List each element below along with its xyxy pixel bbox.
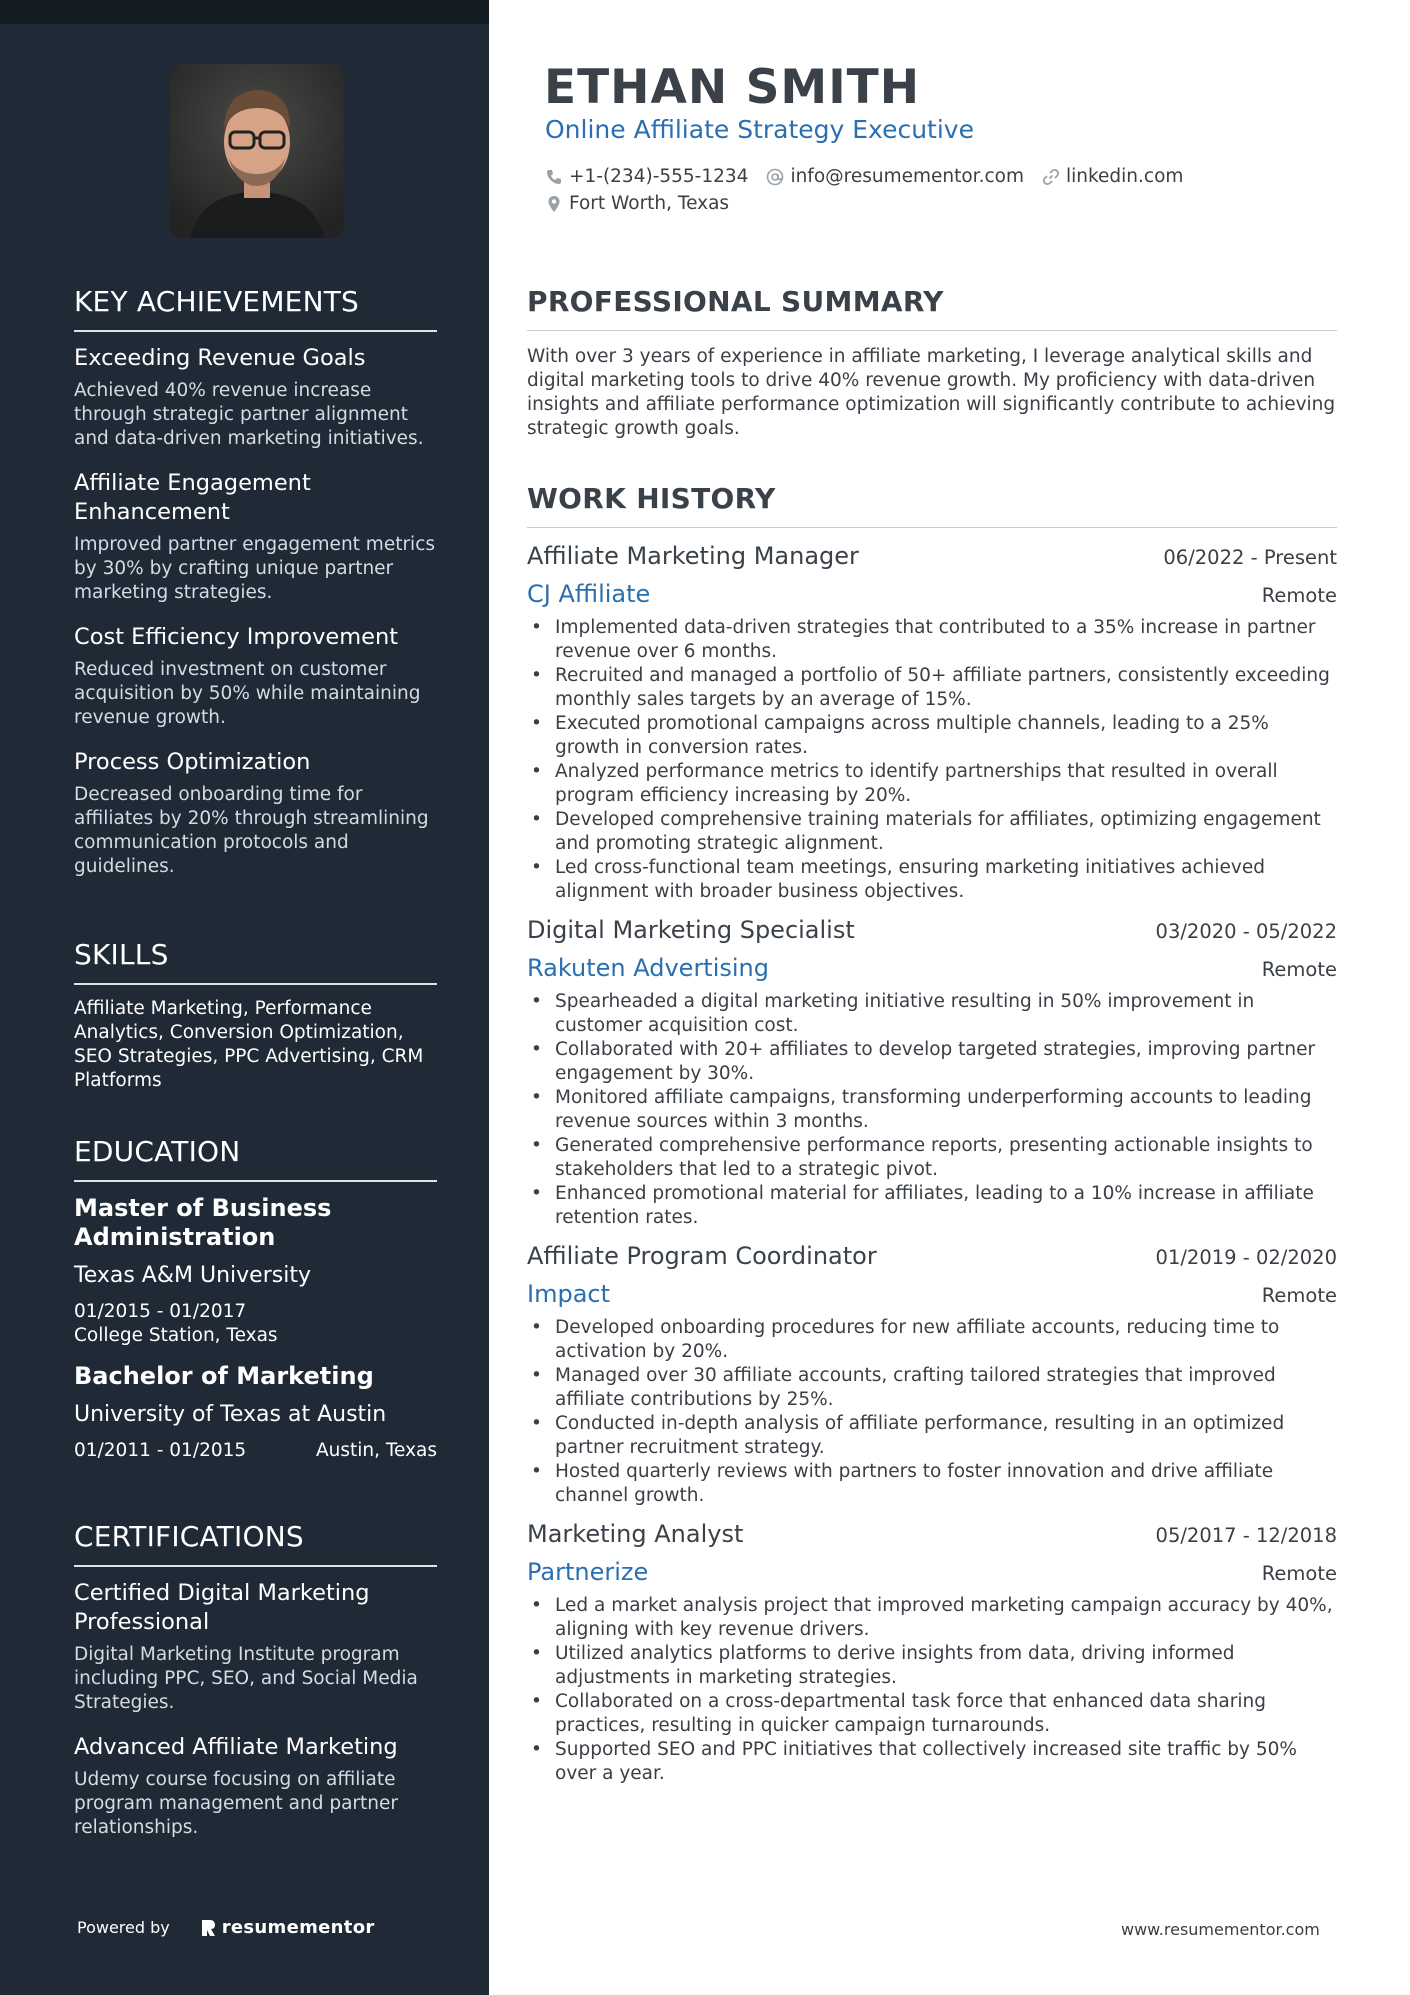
skills-section (74, 938, 437, 1093)
achievement-description: Reduced investment on customer acquisition by 50% while maintaining revenue growth. (74, 659, 421, 728)
contact-info (545, 163, 1183, 217)
achievement-title: Exceeding Revenue Goals (74, 345, 366, 371)
list-item: • Developed onboarding procedures for new affiliate accounts, reducing time to activation by 20%. (527, 1316, 1337, 1364)
achievement-description: Decreased onboarding time for affiliates by 20% through streamlining communication protocols and guidelines. (74, 784, 429, 877)
job-location: Remote (1261, 584, 1337, 607)
linkedin-link: linkedin.com (1065, 166, 1184, 187)
brand-name: resumementor (221, 1917, 375, 1938)
section-heading: KEY ACHIEVEMENTS (74, 285, 437, 332)
list-item: • Led a market analysis project that improved marketing campaign accuracy by 40%, aligning with key revenue drivers. (527, 1594, 1337, 1642)
achievement-item (74, 344, 437, 451)
job-entry (527, 1242, 1337, 1508)
education-section (74, 1135, 437, 1481)
achievement-item (74, 623, 437, 730)
candidate-name: ETHAN SMITH (544, 60, 921, 115)
email-address: info@resumementor.com (790, 166, 1024, 187)
job-dates: 06/2022 - Present (1163, 546, 1337, 569)
education-dates: 01/2015 - 01/2017 (74, 1301, 247, 1322)
job-header (527, 1520, 1337, 1558)
certifications-section (74, 1520, 437, 1858)
list-item: • Executed promotional campaigns across multiple channels, leading to a 25% growth in conversion rates. (527, 712, 1337, 760)
job-dates: 05/2017 - 12/2018 (1155, 1524, 1337, 1547)
job-subheader (527, 954, 1337, 990)
job-header (527, 1242, 1337, 1280)
job-entry (527, 916, 1337, 1230)
job-header (527, 542, 1337, 580)
powered-by-label: Powered by (77, 1918, 170, 1937)
job-location: Remote (1261, 1562, 1337, 1585)
summary-text: With over 3 years of experience in affiliate marketing, I leverage analytical skills and digital marketing tools to drive 40% revenue growth. My proficiency with data-driven insights and affiliate performance optimization will significantly contribute to achieving strategic growth goals. (527, 346, 1336, 439)
education-degree: Master of Business Administration (74, 1194, 332, 1251)
job-location: Remote (1261, 958, 1337, 981)
job-bullets (527, 1594, 1337, 1786)
education-degree: Bachelor of Marketing (74, 1362, 374, 1390)
education-location: College Station, Texas (74, 1325, 278, 1346)
achievement-description: Improved partner engagement metrics by 30% by crafting unique partner marketing strategies. (74, 534, 436, 603)
list-item: • Developed comprehensive training materials for affiliates, optimizing engagement and promoting strategic alignment. (527, 808, 1337, 856)
skills-list: Affiliate Marketing, Performance Analytics, Conversion Optimization, SEO Strategies, PPC Advertising, CRM Platforms (74, 998, 424, 1091)
job-company: Partnerize (527, 1558, 649, 1586)
link-icon (1042, 168, 1060, 186)
job-dates: 03/2020 - 05/2022 (1155, 920, 1337, 943)
list-item: • Recruited and managed a portfolio of 50+ affiliate partners, consistently exceeding monthly sales targets by an average of 15%. (527, 664, 1337, 712)
job-bullets (527, 990, 1337, 1230)
sidebar-top-band (0, 0, 489, 24)
list-item: • Enhanced promotional material for affiliates, leading to a 10% increase in affiliate retention rates. (527, 1182, 1337, 1230)
footer-website-link[interactable]: www.resumementor.com (1121, 1920, 1320, 1939)
achievement-description: Achieved 40% revenue increase through strategic partner alignment and data-driven marketing initiatives. (74, 380, 424, 449)
contact-row (545, 163, 1183, 190)
certification-description: Digital Marketing Institute program including PPC, SEO, and Social Media Strategies. (74, 1644, 418, 1713)
job-company: CJ Affiliate (527, 580, 651, 608)
work-history-section (527, 482, 1337, 1798)
education-meta-row (74, 1439, 437, 1463)
section-heading: EDUCATION (74, 1135, 437, 1182)
list-item: • Collaborated with 20+ affiliates to develop targeted strategies, improving partner engagement by 30%. (527, 1038, 1337, 1086)
list-item: • Generated comprehensive performance reports, presenting actionable insights to stakeholders that led to a strategic pivot. (527, 1134, 1337, 1182)
section-heading: WORK HISTORY (527, 482, 1337, 528)
professional-summary-section (527, 285, 1337, 441)
contact-email[interactable] (766, 166, 1024, 187)
list-item: • Conducted in-depth analysis of affiliate performance, resulting in an optimized partner recruitment strategy. (527, 1412, 1337, 1460)
powered-by (77, 1917, 375, 1938)
contact-row (545, 190, 1183, 217)
job-company: Impact (527, 1280, 611, 1308)
section-heading: SKILLS (74, 938, 437, 985)
brand-logo[interactable] (200, 1917, 375, 1938)
achievement-title: Process Optimization (74, 749, 311, 775)
job-subheader (527, 1280, 1337, 1316)
phone-icon (545, 168, 563, 186)
list-item: • Supported SEO and PPC initiatives that collectively increased site traffic by 50% over a year. (527, 1738, 1337, 1786)
at-sign-icon (766, 168, 784, 186)
section-heading: CERTIFICATIONS (74, 1520, 437, 1567)
section-heading: PROFESSIONAL SUMMARY (527, 285, 1337, 331)
list-item: • Monitored affiliate campaigns, transforming underperforming accounts to leading revenue sources within 3 months. (527, 1086, 1337, 1134)
education-school: University of Texas at Austin (74, 1402, 387, 1427)
list-item: • Managed over 30 affiliate accounts, crafting tailored strategies that improved affiliate contributions by 25%. (527, 1364, 1337, 1412)
job-role: Marketing Analyst (527, 1520, 744, 1548)
list-item: • Utilized analytics platforms to derive insights from data, driving informed adjustments in marketing strategies. (527, 1642, 1337, 1690)
list-item: • Spearheaded a digital marketing initiative resulting in 50% improvement in customer acquisition cost. (527, 990, 1337, 1038)
certification-description: Udemy course focusing on affiliate program management and partner relationships. (74, 1769, 398, 1838)
contact-location (545, 193, 729, 214)
list-item: • Collaborated on a cross-departmental task force that enhanced data sharing practices, resulting in quicker campaign turnarounds. (527, 1690, 1337, 1738)
job-role: Affiliate Program Coordinator (527, 1242, 877, 1270)
certification-title: Advanced Affiliate Marketing (74, 1734, 398, 1760)
achievement-title: Affiliate Engagement Enhancement (74, 470, 311, 525)
education-school: Texas A&M University (74, 1263, 311, 1288)
job-subheader (527, 1558, 1337, 1594)
education-item (74, 1194, 437, 1348)
phone-number: +1-(234)-555-1234 (569, 166, 749, 187)
education-item (74, 1362, 437, 1463)
education-dates: 01/2011 - 01/2015 (74, 1440, 247, 1461)
job-entry (527, 1520, 1337, 1786)
job-role: Affiliate Marketing Manager (527, 542, 859, 570)
job-entry (527, 542, 1337, 904)
job-role: Digital Marketing Specialist (527, 916, 855, 944)
contact-linkedin[interactable] (1042, 166, 1183, 187)
brand-mark-icon (200, 1918, 216, 1938)
profile-photo-illustration (170, 64, 344, 238)
job-location: Remote (1261, 1284, 1337, 1307)
achievement-item (74, 748, 437, 879)
key-achievements-section (74, 285, 437, 897)
location-text: Fort Worth, Texas (569, 193, 730, 214)
job-bullets (527, 1316, 1337, 1508)
candidate-title: Online Affiliate Strategy Executive (545, 115, 974, 144)
job-company: Rakuten Advertising (527, 954, 770, 982)
education-location: Austin, Texas (315, 1440, 437, 1461)
contact-phone[interactable] (545, 166, 748, 187)
list-item: • Implemented data-driven strategies that contributed to a 35% increase in partner revenue over 6 months. (527, 616, 1337, 664)
certification-title: Certified Digital Marketing Professional (74, 1580, 370, 1635)
job-subheader (527, 580, 1337, 616)
job-header (527, 916, 1337, 954)
location-pin-icon (545, 195, 563, 213)
list-item: • Hosted quarterly reviews with partners to foster innovation and drive affiliate channel growth. (527, 1460, 1337, 1508)
profile-photo (170, 64, 344, 238)
achievement-title: Cost Efficiency Improvement (74, 624, 399, 650)
list-item: • Led cross-functional team meetings, ensuring marketing initiatives achieved alignment with broader business objectives. (527, 856, 1337, 904)
list-item: • Analyzed performance metrics to identify partnerships that resulted in overall program efficiency increasing by 20%. (527, 760, 1337, 808)
job-dates: 01/2019 - 02/2020 (1155, 1246, 1337, 1269)
job-bullets (527, 616, 1337, 904)
sidebar (0, 0, 489, 1995)
achievement-item (74, 469, 437, 605)
certification-item (74, 1733, 437, 1840)
certification-item (74, 1579, 437, 1715)
